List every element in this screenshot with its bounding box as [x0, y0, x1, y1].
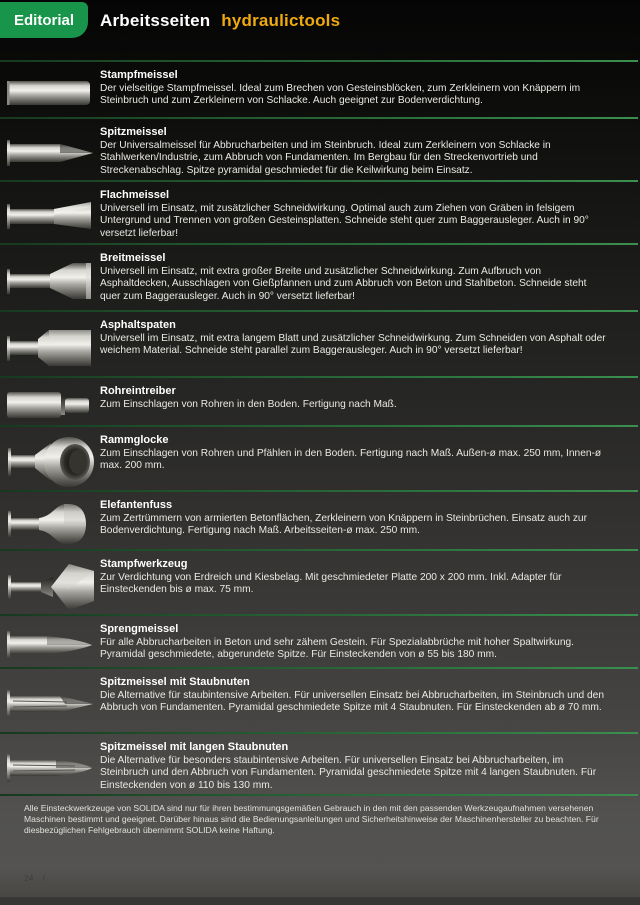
tool-description: Zum Einschlagen von Rohren in den Boden. Fertigung nach Maß.: [100, 399, 397, 410]
separator-line: [0, 310, 638, 312]
asphaltspaten-image: [0, 327, 100, 369]
tool-description: Der vielseitige Stampfmeissel. Ideal zum Brechen von Gesteinsblöcken, zum Zerkleinern von Knäppern im Steinbruch und zum Zerkleinern von Schlacke. Auch geeignet zur Bodenverdichtung.: [100, 83, 581, 107]
tool-description: Zur Verdichtung von Erdreich und Kiesbelag. Mit geschmiedeter Platte 200 x 200 mm. Inkl. Adapter für Einsteckenden bis ø max. 75 mm.: [100, 572, 562, 596]
separator-line: [0, 794, 638, 796]
sprengmeissel-image: [0, 630, 100, 660]
tool-name: Elefantenfuss: [100, 499, 173, 511]
rammglocke-image: [0, 434, 100, 490]
separator-line: [0, 180, 638, 182]
tool-name: Spitzmeissel mit Staubnuten: [100, 676, 250, 688]
separator-line: [0, 732, 638, 734]
tool-description: Für alle Abbrucharbeiten in Beton und sehr zähem Gestein. Für Spezialabbrüche mit hoher Spaltwirkung. Pyramidal geschmiedete, abgerundete Spitze. Für Einsteckenden von ø 55 bis 180 mm.: [100, 637, 574, 661]
tool-row: [0, 667, 640, 732]
rohreintreiber-image: [0, 390, 100, 420]
separator-line: [0, 549, 638, 551]
flachmeissel-image: [0, 199, 100, 233]
separator-line: [0, 490, 638, 492]
tool-row: [0, 60, 640, 117]
tool-name: Stampfwerkzeug: [100, 558, 188, 570]
tool-name: Asphaltspaten: [100, 319, 176, 331]
tool-description: Zum Zertrümmern von armierten Betonflächen, Zerkleinern von Knäppern in Steinbrüchen. Einsatz auch zur Bodenverdichtung. Fertigung nach Maß. Arbeitsseiten-ø max. 250 mm.: [100, 513, 587, 537]
tool-name: Spitzmeissel mit langen Staubnuten: [100, 741, 289, 753]
separator-line: [0, 243, 638, 245]
page-number-value: 24: [24, 873, 34, 883]
tool-description: Universell im Einsatz, mit extra langem Blatt und zusätzlicher Schneidwirkung. Zum Schneiden von Asphalt oder weichem Material. Schneide steht parallel zum Baggerausleger. Auch in 90° versetzt lieferbar!: [100, 333, 606, 357]
tool-name: Flachmeissel: [100, 189, 170, 201]
tool-description: Der Universalmeissel für Abbrucharbeiten und im Steinbruch. Ideal zum Zerkleinern von Schlacke in Stahlwerken/Industrie, zum Abbruch von Fundamenten. Im Bergbau für den Streckenvortrieb und Streckenabschlag. Spitze pyramidal geschmiedet für die Keilwirkung beim Einsatz.: [100, 140, 551, 176]
tool-row: [0, 376, 640, 425]
page-number: [24, 873, 45, 883]
separator-line: [0, 60, 638, 62]
tool-name: Breitmeissel: [100, 252, 166, 264]
tool-row: [0, 490, 640, 549]
page-number-separator: /: [42, 873, 45, 883]
editorial-tab[interactable]: Editorial: [0, 2, 88, 38]
tool-description: Die Alternative für staubintensive Arbeiten. Für universellen Einsatz bei Abbrucharbeiten, im Steinbruch und den Abbruch von Fundamenten. Pyramidal geschmiedete Spitze mit 4 Staubnuten. Für Einsteckenden ab ø 70 mm.: [100, 690, 605, 714]
spitzmeissel-lange-staubnuten-image: [0, 753, 100, 783]
tool-row: [0, 180, 640, 243]
stampfmeissel-image: [0, 79, 100, 107]
spitzmeissel-staubnuten-image: [0, 689, 100, 719]
tool-row: [0, 117, 640, 180]
tool-name: Spitzmeissel: [100, 126, 167, 138]
legal-footnote: Alle Einsteckwerkzeuge von SOLIDA sind nur für ihren bestimmungsgemäßen Gebrauch in den mit den passenden Werkzeugaufnahmen versehenen Maschinen bestimmt und geeignet. Darüber hinaus sind die Bedienungsanleitungen und Sicherheitshinweise der Maschinenhersteller zu beachten. Für diesbezüglichen Fehlgebrauch übernimmt SOLIDA keine Haftung.: [24, 803, 599, 835]
tool-name: Sprengmeissel: [100, 623, 179, 635]
tool-row: [0, 614, 640, 667]
tool-row: [0, 310, 640, 376]
separator-line: [0, 425, 638, 427]
breitmeissel-image: [0, 260, 100, 302]
tool-description: Zum Einschlagen von Rohren und Pfählen in den Boden. Fertigung nach Maß. Außen-ø max. 250 mm, Innen-ø max. 200 mm.: [100, 448, 602, 472]
tool-description: Die Alternative für besonders staubintensive Arbeiten. Für universellen Einsatz bei Abbrucharbeiten, im Steinbruch und den Abbruch von Fundamenten. Pyramidal geschmiedete Spitze mit 4 langen Staubnuten. Für Einsteckenden von ø 110 bis 130 mm.: [100, 755, 597, 791]
separator-line: [0, 614, 638, 616]
tool-row: [0, 732, 640, 794]
page-title: [100, 11, 340, 31]
tool-name: Rohreintreiber: [100, 385, 176, 397]
spitzmeissel-image: [0, 136, 100, 170]
tool-name: Stampfmeissel: [100, 69, 178, 81]
page-title-accent: hydraulictools: [221, 11, 341, 30]
elefantenfuss-image: [0, 499, 100, 549]
separator-line: [0, 117, 638, 119]
tool-row: [0, 425, 640, 490]
page-title-main: Arbeitsseiten: [100, 11, 211, 30]
tool-description: Universell im Einsatz, mit zusätzlicher Schneidwirkung. Optimal auch zum Ziehen von Gräben in felsigem Untergrund und Trennen von großen Gesteinsplatten. Schneide steht quer zum Baggerausleger. Auch in 90° versetzt lieferbar!: [100, 203, 589, 239]
separator-line: [0, 376, 638, 378]
stampfwerkzeug-image: [0, 559, 100, 613]
tool-row: [0, 243, 640, 310]
separator-line: [0, 667, 638, 669]
page-header: [0, 0, 640, 60]
bottom-edge-shadow: [0, 897, 640, 905]
tool-name: Rammglocke: [100, 434, 169, 446]
tool-row: [0, 549, 640, 614]
tool-description: Universell im Einsatz, mit extra großer Breite und zusätzlicher Schneidwirkung. Zum Aufbruch von Asphaltdecken, Ausschlagen von Gießpfannen und zum Abbruch von Beton und Stahlbeton. Schneide steht quer zum Baggerausleger. Auch in 90° versetzt lieferbar!: [100, 266, 587, 302]
